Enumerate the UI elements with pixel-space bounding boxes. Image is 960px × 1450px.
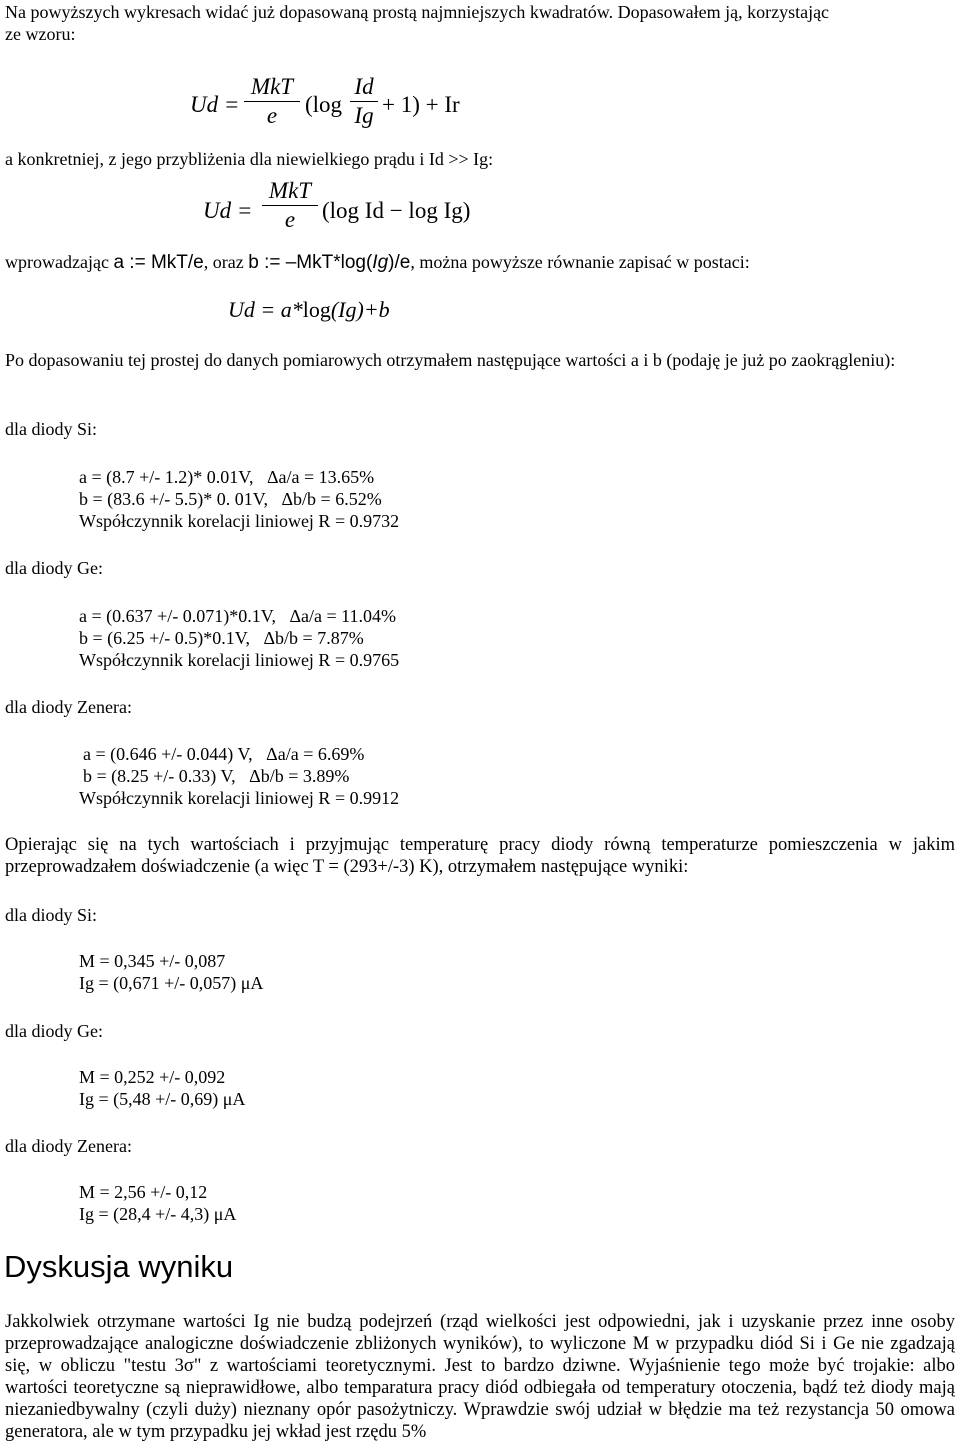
- approx-text: a konkretniej, z jego przybliżenia dla niewielkiego prądu i Id >> Ig:: [5, 149, 494, 169]
- subst-b-def-ig: Ig: [372, 252, 389, 273]
- formula1-den-b: Ig: [354, 103, 374, 128]
- fit-zener-b-rel: b/b = 3.89%: [260, 766, 350, 786]
- fit-ge-a-value: a = (0.637 +/- 0.071)*0.1V,: [79, 606, 276, 626]
- subst-post: , można powyższe równanie zapisać w postaci:: [410, 252, 750, 272]
- final-si-ig: Ig = (0,671 +/- 0,057) μA: [79, 973, 264, 993]
- formula2-den: e: [284, 207, 296, 232]
- subst-pre: wprowadzając: [5, 252, 114, 272]
- formula2-lhs: Ud =: [203, 198, 253, 223]
- fit-paragraph: Po dopasowaniu tej prostej do danych pomiarowych otrzymałem następujące wartości a i b (podaję je już po zaokrągleniu):: [5, 350, 896, 370]
- fit-si-a-rel: a/a = 13.65%: [278, 467, 375, 487]
- final-si-label: dla diody Si:: [5, 905, 98, 925]
- formula1-den-a: e: [266, 103, 278, 128]
- fit-ge-a: [79, 605, 399, 627]
- fraction-bar: [350, 101, 378, 102]
- delta-symbol: Δ: [266, 467, 279, 487]
- intro-line-1: Na powyższych wykresach widać już dopasowaną prostą najmniejszych kwadratów. Dopasowałem ją, korzystając: [5, 2, 830, 22]
- fit-zener-a: [79, 743, 399, 765]
- fit-si-b: [79, 488, 399, 510]
- final-zener-m: M = 2,56 +/- 0,12: [79, 1182, 208, 1202]
- fit-zener-b-value: b = (8.25 +/- 0.33) V,: [83, 766, 236, 786]
- fit-ge-b-value: b = (6.25 +/- 0.5)*0.1V,: [79, 628, 250, 648]
- fit-ge-r: Współczynnik korelacji liniowej R = 0.9765: [79, 650, 400, 670]
- fit-si-b-rel: b/b = 6.52%: [293, 489, 382, 509]
- temperature-paragraph: Opierając się na tych wartościach i przyjmując temperaturę pracy diody równą temperaturze pomieszczenia w jakim przeprowadzałem doświadczenie (a więc T = (293+/-3) K), otrzymałem następujące wyniki:: [5, 835, 955, 877]
- final-zener-ig: Ig = (28,4 +/- 4,3) μA: [79, 1204, 237, 1224]
- delta-symbol: Δ: [281, 489, 294, 509]
- final-ge-ig: Ig = (5,48 +/- 0,69) μA: [79, 1089, 246, 1109]
- formula1-fraction-mkt-e: [244, 76, 300, 127]
- fit-zener-a-rel: a/a = 6.69%: [277, 744, 365, 764]
- fit-zener-block: [79, 743, 399, 809]
- subst-a-def: a := MkT/e: [113, 252, 204, 273]
- formula-approx: [0, 178, 960, 244]
- formula1-num-b: Id: [354, 74, 374, 99]
- final-zener-label: dla diody Zenera:: [5, 1136, 132, 1156]
- formula1-fraction-id-ig: [350, 76, 378, 127]
- fit-zener-r: Współczynnik korelacji liniowej R = 0.9912: [79, 788, 400, 808]
- fit-ge-a-rel: a/a = 11.04%: [301, 606, 397, 626]
- fit-ge-block: [79, 605, 399, 671]
- formula2-rest: (log Id − log Ig): [322, 198, 471, 223]
- subst-b-def: b := –MkT*log(: [248, 252, 373, 273]
- formula1-tail: + 1) + Ir: [382, 92, 460, 117]
- formula3-part3: (Ig)+b: [330, 297, 390, 322]
- fit-ge-b-rel: b/b = 7.87%: [275, 628, 364, 648]
- delta-symbol: Δ: [263, 628, 276, 648]
- final-si-m: M = 0,345 +/- 0,087: [79, 951, 226, 971]
- fit-si-block: [79, 466, 399, 532]
- fit-si-label: dla diody Si:: [5, 419, 98, 439]
- fit-ge-b: [79, 627, 399, 649]
- intro-line-2: ze wzoru:: [5, 24, 76, 44]
- subst-mid: , oraz: [203, 252, 249, 272]
- delta-symbol: Δ: [289, 606, 302, 626]
- fit-si-a-value: a = (8.7 +/- 1.2)* 0.01V,: [79, 467, 254, 487]
- final-ge-block: [79, 1066, 245, 1110]
- discussion-paragraph: Jakkolwiek otrzymane wartości Ig nie budzą podejrzeń (rząd wielkości jest odpowiedni, jak i uzyskanie przez inne osoby przeprowadzające analogiczne doświadczenie zbliżonych wyników), to wyliczone M w przypadku diód Si i Ge nie zgadzają się, w obliczu "testu 3σ" z wartościami teoretycznymi. Jest to bardzo dziwne. Wyjaśnienie tego może być trojakie: albo wartości teoretyczne są nieprawidłowe, albo temparatura pracy diód odbiegała od temperatury otoczenia, bądź też diody mają niezaniedbywalny (czyli duży) nieznany opór pasożytniczy. Wprawdzie swój udział w błędzie ma też rezystancja 50 omowa generatora, ale w tym przypadku jej wkład jest rzędu 5%: [5, 1312, 955, 1442]
- formula1-lhs: Ud =: [190, 92, 240, 117]
- final-si-block: [79, 950, 263, 994]
- final-ge-label: dla diody Ge:: [5, 1021, 103, 1041]
- intro-paragraph: [5, 1, 955, 45]
- fit-zener-b: [79, 765, 399, 787]
- fit-si-a: [79, 466, 399, 488]
- formula-linear: [228, 299, 390, 321]
- formula1-log: (log: [305, 92, 343, 117]
- substitution-line: [5, 251, 955, 274]
- fit-zener-a-value: a = (0.646 +/- 0.044) V,: [83, 744, 253, 764]
- formula-full: [0, 74, 960, 144]
- fit-zener-label: dla diody Zenera:: [5, 697, 132, 717]
- formula1-num-a: MkT: [250, 74, 294, 99]
- final-zener-block: [79, 1181, 236, 1225]
- fraction-bar: [244, 101, 300, 102]
- fit-si-r: Współczynnik korelacji liniowej R = 0.9732: [79, 511, 400, 531]
- delta-symbol: Δ: [249, 766, 261, 786]
- section-heading: Dyskusja wyniku: [4, 1249, 234, 1284]
- formula3-part2: log: [302, 297, 331, 322]
- formula2-fraction: [262, 180, 318, 231]
- final-ge-m: M = 0,252 +/- 0,092: [79, 1067, 226, 1087]
- formula3-part1: Ud = a*: [228, 297, 303, 322]
- subst-b-def-end: )/e: [388, 252, 411, 273]
- fraction-bar: [262, 205, 318, 206]
- fit-si-b-value: b = (83.6 +/- 5.5)* 0. 01V,: [79, 489, 268, 509]
- delta-symbol: Δ: [266, 744, 278, 764]
- formula2-num: MkT: [268, 178, 312, 203]
- fit-ge-label: dla diody Ge:: [5, 558, 103, 578]
